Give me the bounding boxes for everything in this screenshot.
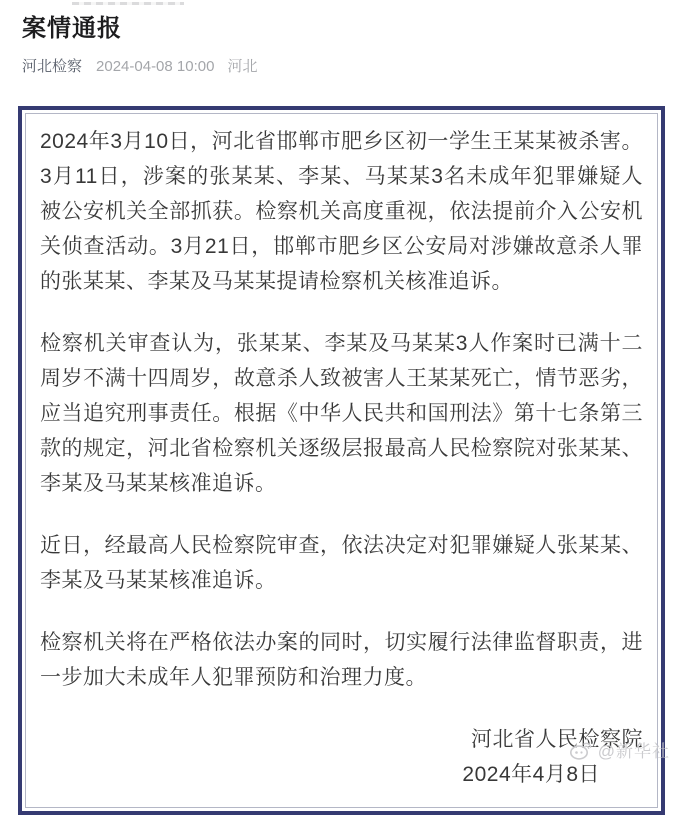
notice-box xyxy=(18,106,665,815)
notice-paragraph: 检察机关将在严格依法办案的同时，切实履行法律监督职责，进一步加大未成年人犯罪预防和治理力度。 xyxy=(40,631,643,689)
cropped-text-remnant xyxy=(72,2,184,5)
watermark xyxy=(569,737,670,762)
watermark-label: @新华社 xyxy=(597,742,670,761)
publish-timestamp: 2024-04-08 10:00 xyxy=(96,58,215,75)
notice-paragraph: 2024年3月10日，河北省邯郸市肥乡区初一学生王某某被杀害。3月11日，涉案的张某某、李某、马某某3名未成年犯罪嫌疑人被公安机关全部抓获。检察机关高度重视，依法提前介入公安机关侦查活动。3月21日，邯郸市肥乡区公安局对涉嫌故意杀人罪的张某某、李某及马某某提请检察机关核准追诉。 xyxy=(40,130,643,293)
notice-paragraph: 检察机关审查认为，张某某、李某及马某某3人作案时已满十二周岁不满十四周岁，故意杀人致被害人王某某死亡，情节恶劣，应当追究刑事责任。根据《中华人民共和国刑法》第十七条第三款的规定，河北省检察机关逐级层报最高人民检察院对张某某、李某及马某某核准追诉。 xyxy=(40,332,643,495)
weibo-logo-icon xyxy=(569,740,593,760)
notice-box-inner xyxy=(25,113,658,808)
publish-region: 河北 xyxy=(227,58,258,75)
byline xyxy=(22,58,690,76)
page-title: 案情通报 xyxy=(22,15,122,42)
article-header xyxy=(0,0,690,76)
signature-date: 2024年4月8日 xyxy=(462,763,600,786)
notice-paragraph: 近日，经最高人民检察院审查，依法决定对犯罪嫌疑人张某某、李某及马某某核准追诉。 xyxy=(40,534,643,592)
signature-org: 河北省人民检察院 xyxy=(471,728,643,751)
signature-block xyxy=(40,722,643,792)
source-link[interactable]: 河北检察 xyxy=(22,58,83,75)
